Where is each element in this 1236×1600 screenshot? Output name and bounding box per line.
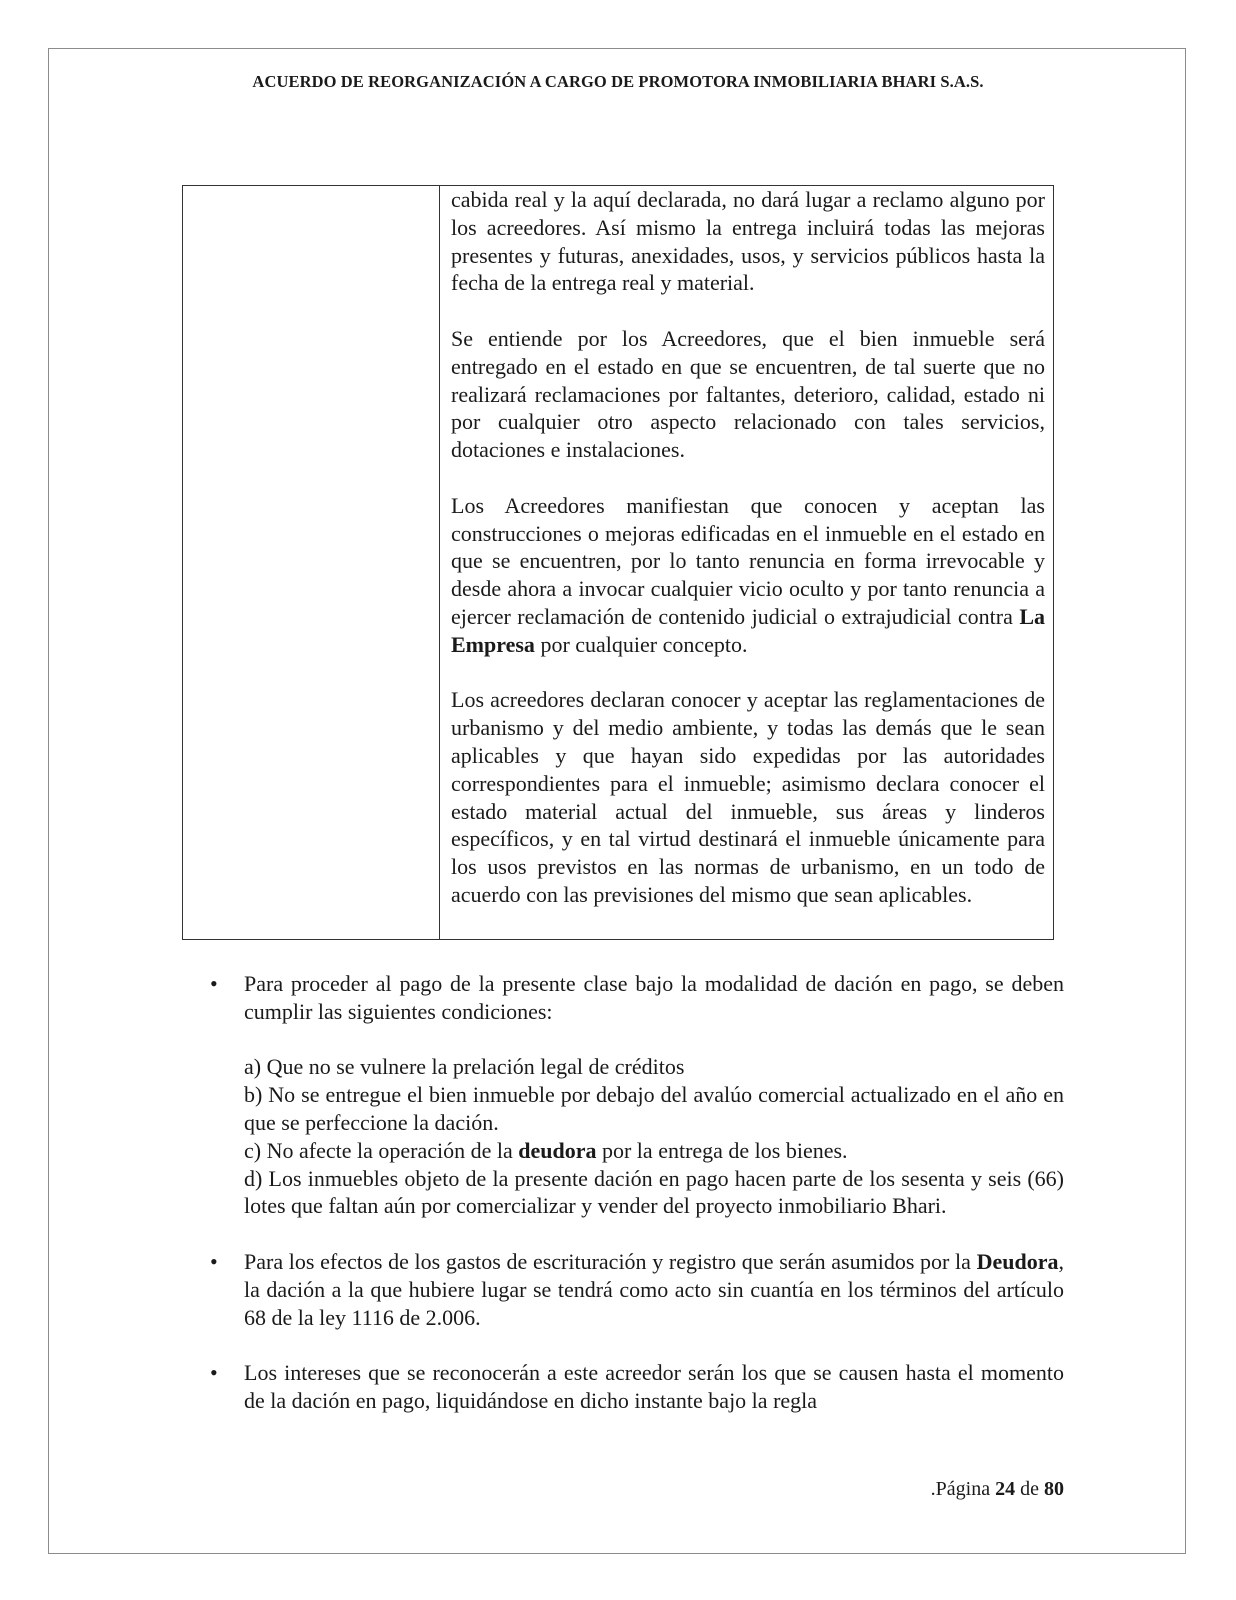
deudora-bold: Deudora <box>976 1248 1059 1274</box>
bullet-item-intereses <box>210 1359 1064 1415</box>
table-paragraph-cabida: cabida real y la aquí declarada, no dará lugar a reclamo alguno por los acreedores. Así mismo la entrega incluirá todas las mejoras presentes y futuras, anexidades, usos, y servicios públicos hasta la fecha de la entrega real y material. <box>451 187 1045 296</box>
bullet-icon: • <box>210 971 218 996</box>
table-paragraph-construcciones-end: por cualquier concepto. <box>534 631 748 657</box>
conditions-list <box>244 1053 1064 1220</box>
bullet-intereses-text: Los intereses que se reconocerán a este acreedor serán los que se causen hasta el momento de la dación en pago, liquidándose en dicho instante bajo la regla <box>244 1360 1064 1413</box>
deudora-bold: deudora <box>518 1137 597 1163</box>
body-bullets <box>210 970 1064 1443</box>
bullet-icon: • <box>210 1360 218 1386</box>
table-column-divider <box>439 186 440 939</box>
table-paragraph-entrega-estado: Se entiende por los Acreedores, que el bien inmueble será entregado en el estado en que se encuentren, de tal suerte que no realizará reclamaciones por faltantes, deterioro, calidad, estado ni por cualquier otro aspecto relacionado con tales servicios, dotaciones e instalaciones. <box>451 325 1045 463</box>
document-header-title: ACUERDO DE REORGANIZACIÓN A CARGO DE PROMOTORA INMOBILIARIA BHARI S.A.S. <box>252 72 984 91</box>
bullet-condiciones-intro: Para proceder al pago de la presente clase bajo la modalidad de dación en pago, se deben cumplir las siguientes condiciones: <box>244 971 1064 1024</box>
page-prefix: .Página <box>930 1478 996 1500</box>
page-of: de <box>1015 1478 1044 1500</box>
current-page-number: 24 <box>995 1478 1016 1500</box>
condition-d: d) Los inmuebles objeto de la presente dación en pago hacen parte de los sesenta y seis (66) lotes que faltan aún por comercializar y vender del proyecto inmobiliario Bhari. <box>244 1165 1064 1219</box>
condition-b: b) No se entregue el bien inmueble por debajo del avalúo comercial actualizado en el año en que se perfeccione la dación. <box>244 1082 1064 1135</box>
condition-a: a) Que no se vulnere la prelación legal de créditos <box>244 1054 685 1080</box>
clause-table <box>182 185 1054 940</box>
bullet-icon: • <box>210 1248 218 1274</box>
bullet-gastos-start: Para los efectos de los gastos de escrituración y registro que serán asumidos por la <box>244 1248 977 1274</box>
total-pages-number: 80 <box>1044 1478 1064 1500</box>
table-right-cell <box>451 186 1045 909</box>
table-paragraph-reglamentaciones: Los acreedores declaran conocer y aceptar las reglamentaciones de urbanismo y del medio ambiente, y todas las demás que le sean aplicables y que hayan sido expedidas por las autoridades correspondientes para el inmueble; asimismo declara conocer el estado material actual del inmueble, sus áreas y linderos específicos, y en tal virtud destinará el inmueble únicamente para los usos previstos en las normas de urbanismo, en un todo de acuerdo con las previsiones del mismo que sean aplicables. <box>451 687 1045 907</box>
bullet-gastos-text <box>244 1248 1064 1331</box>
bullet-item-gastos <box>210 1248 1064 1331</box>
table-paragraph-construcciones-text: Los Acreedores manifiestan que conocen y aceptan las construcciones o mejoras edificadas en el inmueble en el estado en que se encuentren, por lo tanto renuncia en forma irrevocable y desde ahora a invocar cualquier vicio oculto y por tanto renuncia a ejercer reclamación de contenido judicial o extrajudicial contra <box>451 492 1045 629</box>
bullet-gastos-end: , la dación a la que hubiere lugar se tendrá como acto sin cuantía en los términos del artículo 68 de la ley 1116 de 2.006. <box>244 1248 1064 1330</box>
page-number-footer <box>931 1478 1064 1501</box>
bullet-item-condiciones <box>210 970 1064 1220</box>
table-paragraph-construcciones <box>451 492 1045 659</box>
condition-c-text: c) No afecte la operación de la <box>244 1137 519 1163</box>
la-empresa-bold: La Empresa <box>451 603 1045 657</box>
condition-c-end: por la entrega de los bienes. <box>596 1137 848 1163</box>
condition-c <box>244 1137 1064 1165</box>
